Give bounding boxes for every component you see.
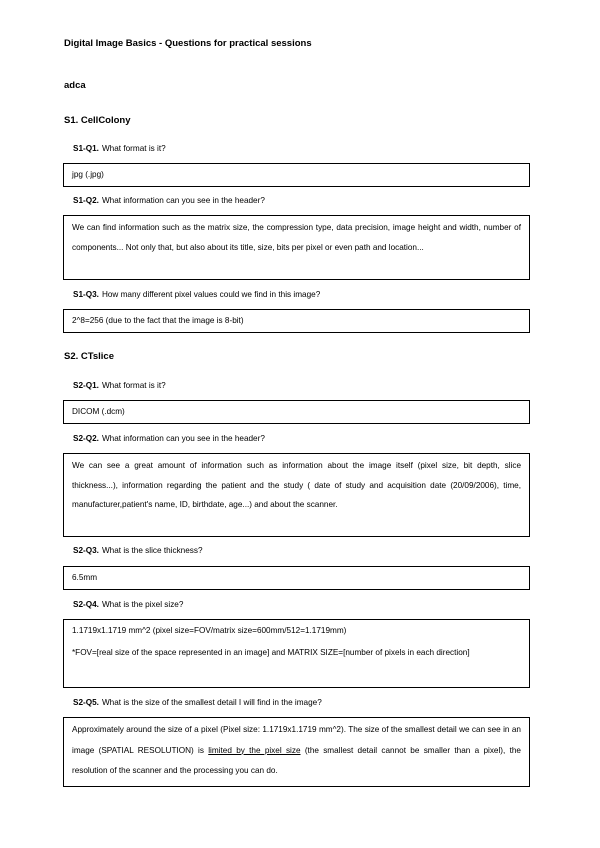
question-id: S1-Q2. (73, 196, 99, 205)
question-id: S2-Q5. (73, 698, 99, 707)
answer-note: *FOV=[real size of the space represented in an image] and MATRIX SIZE=[number of pixels in each direction] (72, 648, 470, 657)
answer-text: 6.5mm (72, 573, 98, 582)
answer-box-s1-q3 (63, 309, 530, 333)
question-s2-q2 (73, 434, 265, 443)
answer-text: We can find information such as the matrix size, the compression type, data precision, image height and width, number of components... Not only that, but also about its title, size, bits per pixel or even path and location... (72, 223, 521, 252)
question-id: S2-Q1. (73, 381, 99, 390)
question-text: What information can you see in the header? (101, 196, 265, 205)
section-heading-s1: S1. CellColony (64, 115, 131, 126)
answer-text: We can see a great amount of information such as information about the image itself (pixel size, bit depth, slice thickness...), information regarding the patient and the study ( date of study and acquisition date (20/09/2006), time, manufacturer,patient's name, ID, birthdate, age...) and about the scanner. (72, 461, 521, 509)
author-name: adca (64, 80, 86, 91)
question-id: S2-Q3. (73, 546, 99, 555)
question-s2-q3 (73, 546, 203, 555)
answer-text-part: (the smallest detail cannot be smaller than a pixel), the resolution of the scanner and the processing you can do. (72, 745, 521, 775)
answer-text: DICOM (.dcm) (72, 407, 125, 416)
question-s2-q1 (73, 381, 166, 390)
question-s1-q1 (73, 144, 166, 153)
question-text: What is the size of the smallest detail I will find in the image? (101, 698, 322, 707)
question-text: How many different pixel values could we find in this image? (101, 290, 321, 299)
question-text: What is the pixel size? (101, 600, 184, 609)
question-text: What format is it? (101, 144, 166, 153)
answer-box-s2-q2 (63, 453, 530, 537)
section-heading-s2: S2. CTslice (64, 351, 114, 362)
question-s2-q5 (73, 698, 322, 707)
question-text: What information can you see in the header? (101, 434, 265, 443)
answer-text-part: Approximately around the size of a pixel (Pixel size: 1.1719x1.1719 mm^2). The size of the smallest detail we can see in an image (SPATIAL RESOLUTION) is (72, 725, 521, 755)
answer-text: jpg (.jpg) (72, 170, 104, 179)
question-id: S2-Q4. (73, 600, 99, 609)
answer-box-s2-q4 (63, 619, 530, 688)
answer-text (72, 720, 521, 782)
document-title: Digital Image Basics - Questions for practical sessions (64, 38, 312, 49)
answer-text: 1.1719x1.1719 mm^2 (pixel size=FOV/matrix size=600mm/512=1.1719mm) (72, 626, 347, 635)
answer-box-s2-q3 (63, 566, 530, 590)
question-id: S1-Q3. (73, 290, 99, 299)
question-s1-q2 (73, 196, 265, 205)
question-text: What format is it? (101, 381, 166, 390)
answer-text: 2^8=256 (due to the fact that the image is 8-bit) (72, 316, 244, 325)
answer-box-s1-q2 (63, 215, 530, 280)
answer-underlined-text: limited by the pixel size (208, 745, 301, 755)
answer-box-s2-q5 (63, 717, 530, 787)
question-id: S2-Q2. (73, 434, 99, 443)
answer-box-s1-q1 (63, 163, 530, 187)
answer-box-s2-q1 (63, 400, 530, 424)
question-s2-q4 (73, 600, 183, 609)
question-id: S1-Q1. (73, 144, 99, 153)
question-s1-q3 (73, 290, 320, 299)
question-text: What is the slice thickness? (101, 546, 203, 555)
